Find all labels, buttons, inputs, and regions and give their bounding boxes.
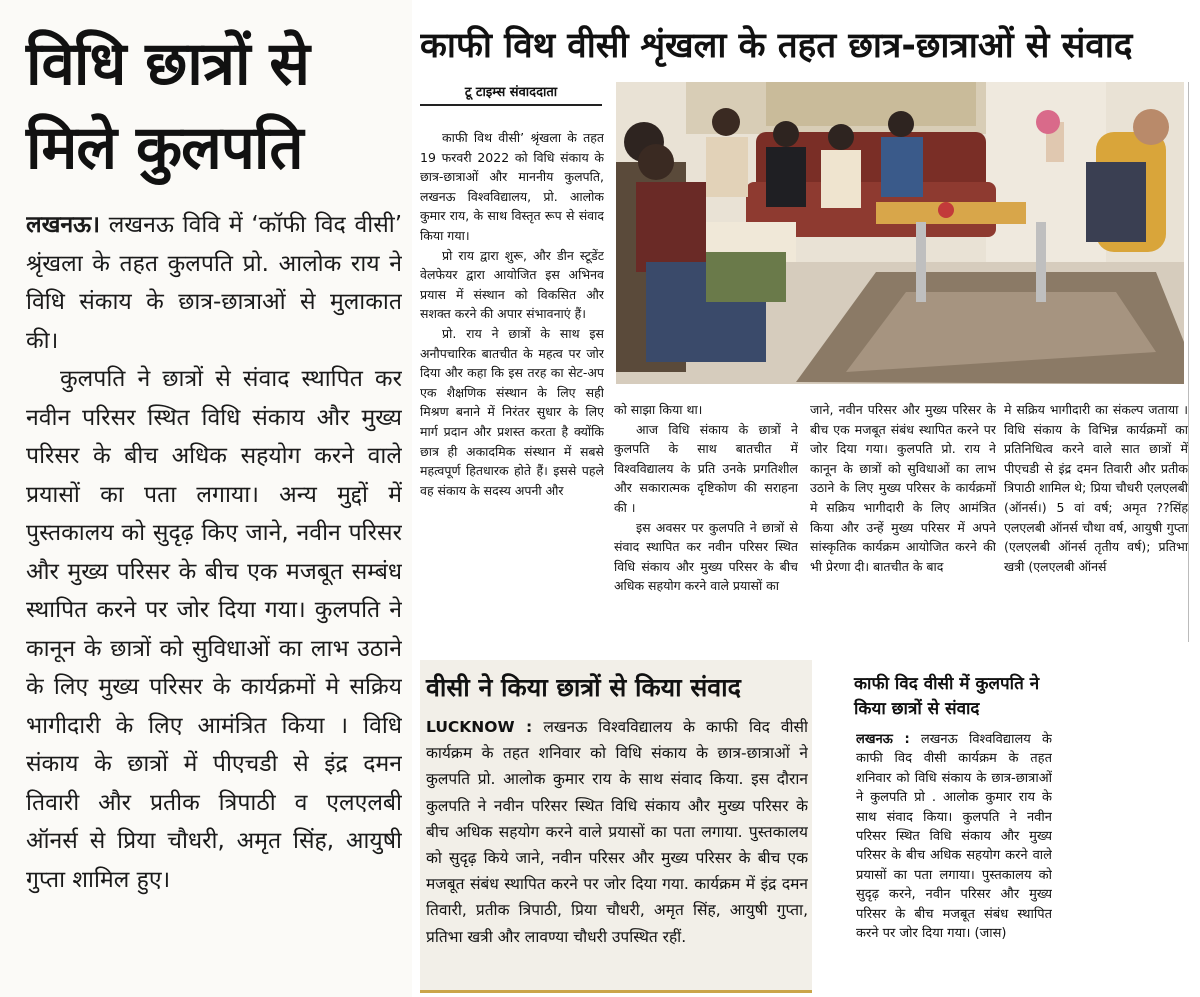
main-col1-paragraph-1: काफी विथ वीसी’ श्रृंखला के तहत 19 फरवरी 2022 को विधि संकाय के छात्र-छात्राओं और माननीय कुलपति, लखनऊ विश्वविद्यालय, प्रो. आलोक कुमार राय, के साथ विस्तृत रूप से संवाद किया गया। <box>420 130 604 243</box>
vc-headline: वीसी ने किया छात्रों से किया संवाद <box>426 673 741 702</box>
coffee-article-body <box>856 730 1052 943</box>
main-col2-paragraph-1: को साझा किया था। <box>614 402 703 417</box>
vc-article-body <box>426 714 808 950</box>
left-paragraph-2: कुलपति ने छात्रों से संवाद स्थापित कर नवीन परिसर स्थित विधि संकाय और मुख्य परिसर के बीच अधिक सहयोग करने वाले प्रयासों का पता लगाया। अन्य मुद्दों में पुस्तकालय को सुदृढ़ किए जाने, नवीन परिसर और मुख्य परिसर के बीच एक मजबूत सम्बंध स्थापित करने पर जोर दिया गया। कुलपति ने कानून के छात्रों को सुविधाओं का लाभ उठाने के लिए मुख्य परिसर के कार्यक्रमों मे सक्रिय भागीदारी के लिए आमंत्रित किया । विधि संकाय के छात्रों में पीएचडी से इंद्र दमन तिवारी और प्रतीक त्रिपाठी व एलएलबी ऑनर्स से प्रिया चौधरी, अमृत सिंह, आयुषी गुप्ता शामिल हुए। <box>26 366 402 893</box>
left-paragraph-1: लखनऊ। लखनऊ विवि में ‘कॉफी विद वीसी’ श्रृंखला के तहत कुलपति प्रो. आलोक राय ने विधि संकाय के छात्र-छात्राओं से मुलाकात की। <box>26 212 402 354</box>
vc-body-text: लखनऊ विश्वविद्यालय के काफी विद वीसी कार्यक्रम के तहत शनिवार को विधि संकाय के छात्र-छात्राओं ने कुलपति प्रो. आलोक कुमार राय के साथ संवाद किया. इस दौरान कुलपति ने नवीन परिसर स्थित विधि संकाय और मुख्य परिसर के बीच अधिक सहयोग करने वाले प्रयासों का पता लगाया. पुस्तकालय को सुदृढ़ किये जाने, नवीन परिसर और मुख्य परिसर के बीच एक मजबूत संबंध स्थापित करने पर जोर दिया गया. कार्यक्रम में इंद्र दमन तिवारी, प्रतीक त्रिपाठी, प्रिया चौधरी, अमृत सिंह, आयुषी गुप्ता, प्रतिभा खत्री और लावण्या चौधरी उपस्थित रहीं. <box>426 718 808 946</box>
coffee-dateline: लखनऊ : <box>856 732 910 747</box>
main-col1-paragraph-2: प्रो राय द्वारा शुरू, और डीन स्टूडेंट वेलफेयर द्वारा आयोजित इस अभिनव प्रयास में संस्थान को विकसित और सशक्त करने की अपार संभावनाएं हैं। <box>420 247 604 322</box>
left-dateline: लखनऊ। <box>26 212 100 238</box>
left-headline: विधि छात्रों से मिले कुलपति <box>26 29 309 183</box>
adjacent-column-edge <box>1188 82 1200 642</box>
left-article-body <box>26 206 402 996</box>
event-photo <box>616 82 1184 384</box>
main-col1-paragraph-3: प्रो. राय ने छात्रों के साथ इस अनौपचारिक बातचीत के महत्व पर जोर दिया और कहा कि इस तरह का सेट-अप एक शैक्षणिक संस्थान के लिए सही मिश्रण बनाने में निरंतर सुधार के लिए मार्ग प्रदान और प्रशस्त करता है क्योंकि छात्र ही अकादमिक संस्थान में सबसे महत्वपूर्ण हितधारक होते हैं। इससे पहले वह संकाय के सदस्य अपनी और <box>420 325 604 498</box>
main-column-1 <box>420 128 604 646</box>
vc-dateline: LUCKNOW : <box>426 718 533 736</box>
main-headline: काफी विथ वीसी शृंखला के तहत छात्र-छात्राओं से संवाद <box>420 26 1133 66</box>
main-column-3 <box>810 400 996 646</box>
main-col2-paragraph-2: आज विधि संकाय के छात्रों ने कुलपति के साथ बातचीत में विश्वविद्यालय के प्रति उनके प्रगतिशील और सकारात्मक दृष्टिकोण की सराहना की । <box>614 421 798 515</box>
main-column-2 <box>614 400 798 646</box>
main-column-4 <box>1004 400 1188 646</box>
main-col2-paragraph-3: इस अवसर पर कुलपति ने छात्रों से संवाद स्थापित कर नवीन परिसर स्थित विधि संकाय और मुख्य परिसर के बीच अधिक सहयोग करने वाले प्रयासों का <box>614 519 798 594</box>
coffee-body-text: लखनऊ विश्वविद्यालय के काफी विद वीसी कार्यक्रम के तहत शनिवार को विधि संकाय के छात्र-छात्राओं ने कुलपति प्रो . आलोक कुमार राय के साथ संवाद किया। कुलपति ने नवीन परिसर स्थित विधि संकाय और मुख्य परिसर के बीच अधिक सहयोग करने वाले प्रयासों का पता लगाया। पुस्तकालय को सुदृढ़ करने, नवीन परिसर और मुख्य परिसर के बीच मजबूत संबंध स्थापित करने पर जोर दिया गया। (जास) <box>856 732 1052 942</box>
byline: टू टाइम्स संवाददाता <box>420 82 602 106</box>
vc-bottom-rule <box>420 990 812 993</box>
main-col3-paragraph-1: जाने, नवीन परिसर और मुख्य परिसर के बीच एक मजबूत संबंध स्थापित करने पर जोर दिया गया। कुलपति प्रो. राय ने कानून के छात्रों को सुविधाओं का लाभ उठाने के लिए मुख्य परिसर के कार्यक्रमों मे सक्रिय भागीदारी के लिए आमंत्रित किया और उन्हें मुख्य परिसर में अपने सांस्कृतिक कार्यक्रम आयोजित करने की भी प्रेरणा दी। बातचीत के बाद <box>810 402 996 574</box>
main-col4-paragraph-1: मे सक्रिय भागीदारी का संकल्प जताया । विधि संकाय के विभिन्न कार्यक्रमों का प्रतिनिधित्व करने वाले सात छात्रों में पीएचडी से इंद्र दमन तिवारी और प्रतीक त्रिपाठी शामिल थे; प्रिया चौधरी एलएलबी (ऑनर्स।) 5 वां वर्ष; अमृत ??सिंह एलएलबी ऑनर्स चौथा वर्ष, आयुषी गुप्ता (एलएलबी ऑनर्स तृतीय वर्ष); प्रतिभा खत्री (एलएलबी ऑनर्स <box>1004 402 1188 574</box>
coffee-headline: काफी विद वीसी में कुलपति ने किया छात्रों से संवाद <box>854 674 1040 719</box>
photo-illustration <box>616 82 1184 384</box>
